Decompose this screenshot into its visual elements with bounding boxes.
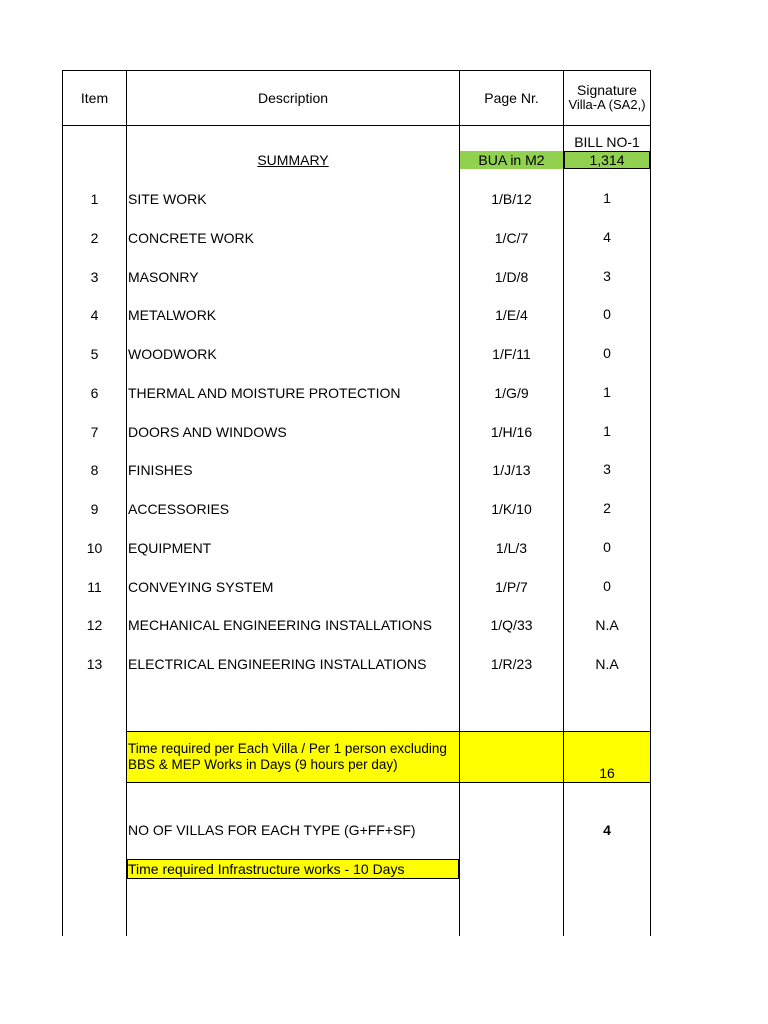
row-value: 1 — [603, 384, 611, 400]
row-item-number: 10 — [86, 540, 103, 556]
row-item-number: 2 — [90, 230, 99, 246]
row-item-number: 1 — [90, 191, 99, 207]
row-page: 1/E/4 — [495, 307, 528, 323]
time-required-top-line — [126, 731, 651, 732]
row-item-number: 6 — [90, 385, 99, 401]
bill-number: BILL NO-1 — [574, 134, 640, 150]
summary-title: SUMMARY — [257, 152, 329, 168]
row-item-number: 9 — [90, 501, 99, 517]
row-description: WOODWORK — [128, 346, 217, 362]
row-value: N.A — [595, 617, 619, 633]
row-item-number: 4 — [90, 307, 99, 323]
row-value: 0 — [603, 578, 611, 594]
row-page: 1/R/23 — [490, 656, 533, 672]
row-value: 0 — [603, 306, 611, 322]
row-description: METALWORK — [128, 307, 217, 323]
bua-label: BUA in M2 — [478, 152, 545, 168]
time-required-line1: Time required per Each Villa / Per 1 person excluding — [128, 741, 447, 756]
row-value: 0 — [603, 539, 611, 555]
row-page: 1/B/12 — [491, 191, 532, 207]
time-required-bottom-line — [126, 782, 651, 783]
row-page: 1/J/13 — [492, 462, 531, 478]
row-description: ACCESSORIES — [128, 501, 230, 517]
row-value: 3 — [603, 268, 611, 284]
row-page: 1/P/7 — [495, 579, 528, 595]
header-divider — [62, 125, 651, 126]
row-page: 1/L/3 — [495, 540, 528, 556]
row-description: FINISHES — [128, 462, 193, 478]
header-signature: Signature — [577, 82, 637, 98]
row-description: CONVEYING SYSTEM — [128, 579, 274, 595]
header-villa: Villa-A (SA2,) — [568, 97, 646, 112]
row-value: 2 — [603, 500, 611, 516]
row-page: 1/Q/33 — [490, 617, 533, 633]
row-item-number: 5 — [90, 346, 99, 362]
row-value: 1 — [603, 423, 611, 439]
row-page: 1/K/10 — [491, 501, 532, 517]
table-border-right — [650, 70, 651, 126]
row-item-number: 3 — [90, 269, 99, 285]
row-description: SITE WORK — [128, 191, 207, 207]
infrastructure-note: Time required Infrastructure works - 10 Days — [128, 861, 405, 877]
row-page: 1/F/11 — [492, 346, 531, 362]
header-page-nr: Page Nr. — [484, 90, 539, 106]
row-value: 0 — [603, 345, 611, 361]
row-item-number: 11 — [87, 579, 102, 595]
header-item: Item — [80, 90, 109, 106]
row-description: MECHANICAL ENGINEERING INSTALLATIONS — [128, 617, 432, 633]
time-required-page-cell — [460, 732, 564, 782]
row-description: DOORS AND WINDOWS — [128, 424, 287, 440]
row-description: MASONRY — [128, 269, 199, 285]
column-divider-item — [126, 70, 127, 936]
row-value: 3 — [603, 461, 611, 477]
table-border-top — [62, 70, 651, 71]
row-item-number: 13 — [86, 656, 103, 672]
bua-value: 1,314 — [589, 152, 625, 168]
table-border-right-lower — [650, 125, 651, 936]
header-description: Description — [257, 90, 329, 106]
row-value: 1 — [603, 190, 611, 206]
villas-label: NO OF VILLAS FOR EACH TYPE (G+FF+SF) — [128, 822, 416, 838]
row-description: ELECTRICAL ENGINEERING INSTALLATIONS — [128, 656, 427, 672]
row-page: 1/H/16 — [490, 424, 533, 440]
time-required-line2: BBS & MEP Works in Days (9 hours per day) — [128, 757, 398, 772]
row-description: EQUIPMENT — [128, 540, 212, 556]
row-value: 4 — [603, 229, 611, 245]
villas-value: 4 — [603, 822, 611, 838]
time-required-value: 16 — [599, 765, 615, 781]
row-item-number: 12 — [86, 617, 103, 633]
row-item-number: 8 — [90, 462, 99, 478]
row-page: 1/D/8 — [494, 269, 529, 285]
row-value: N.A — [595, 656, 619, 672]
row-description: CONCRETE WORK — [128, 230, 254, 246]
row-description: THERMAL AND MOISTURE PROTECTION — [128, 385, 401, 401]
row-page: 1/C/7 — [494, 230, 529, 246]
row-item-number: 7 — [90, 424, 99, 440]
row-page: 1/G/9 — [494, 385, 529, 401]
